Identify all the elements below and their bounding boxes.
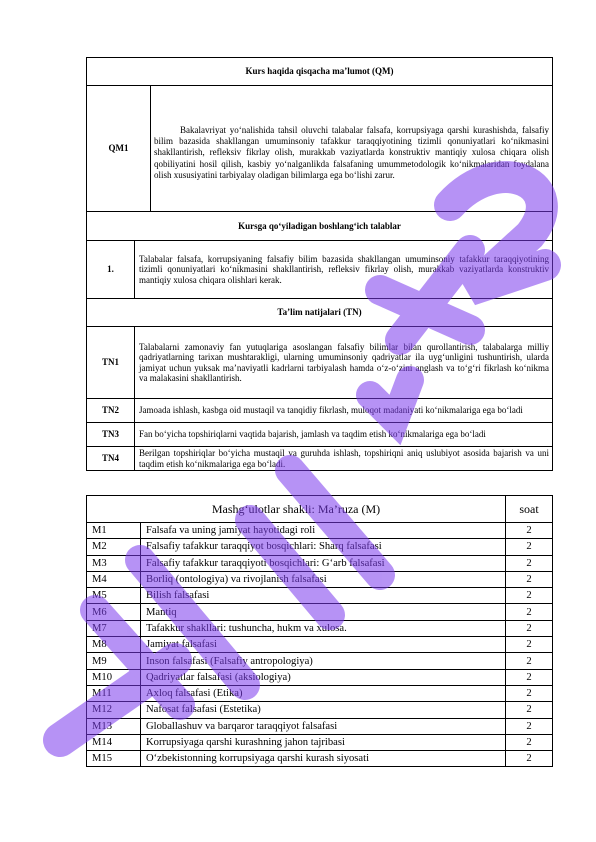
req1-label: 1.	[87, 241, 135, 299]
lecture-row	[87, 555, 553, 571]
lecture-topic: Qadriyatlar falsafasi (aksiologiya)	[141, 669, 506, 685]
lecture-code: M10	[87, 669, 141, 685]
lecture-row	[87, 653, 553, 669]
lecture-hours: 2	[506, 571, 553, 587]
lecture-topic: Korrupsiyaga qarshi kurashning jahon tajribasi	[141, 734, 506, 750]
lecture-topic: Bilish falsafasi	[141, 588, 506, 604]
lecture-code: M11	[87, 685, 141, 701]
lecture-code: M14	[87, 734, 141, 750]
outcome-row	[87, 423, 553, 447]
outcome-label: TN1	[87, 327, 135, 399]
outcome-row	[87, 399, 553, 423]
lecture-hours: 2	[506, 734, 553, 750]
lecture-code: M13	[87, 718, 141, 734]
lecture-row	[87, 539, 553, 555]
lecture-hours: 2	[506, 539, 553, 555]
course-info-table	[86, 57, 553, 471]
lecture-topic: Falsafiy tafakkur taraqqiyoti bosqichlari: G‘arb falsafasi	[141, 555, 506, 571]
req1-text: Talabalar falsafa, korrupsiyaning falsafiy bilim bazasida shakllangan umuminsoniy tafakkur taraqqiyotining tizimli qonuniyatlari ko‘nikmasini shakllantirish, refleksiv fikrlay olish, murakkab vaziyatlarda konstruktiv mantiqiy xulosa chiqara olishlari kerak.	[135, 241, 553, 299]
outcome-text: Berilgan topshiriqlar bo‘yicha mustaqil va guruhda ishlash, topshiriqni aniq uslubiyot asosida bajarish va uni taqdim etish ko‘nikmalariga ega bo‘ladi.	[135, 447, 553, 471]
lecture-code: M3	[87, 555, 141, 571]
lecture-topic: Inson falsafasi (Falsafiy antropologiya)	[141, 653, 506, 669]
outcome-text: Fan bo‘yicha topshiriqlarni vaqtida bajarish, jamlash va taqdim etish ko‘nikmalariga ega bo‘ladi	[135, 423, 553, 447]
lecture-topic: Axloq falsafasi (Etika)	[141, 685, 506, 701]
outcome-row	[87, 447, 553, 471]
lecture-row	[87, 751, 553, 767]
lecture-code: M9	[87, 653, 141, 669]
lecture-row	[87, 637, 553, 653]
outcome-label: TN3	[87, 423, 135, 447]
outcomes-title: Ta’lim natijalari (TN)	[87, 299, 553, 327]
lectures-title: Mashg‘ulotlar shakli: Ma’ruza (M)	[87, 496, 506, 523]
requirements-title: Kursga qo‘yiladigan boshlang‘ich talablar	[87, 212, 553, 241]
lecture-hours: 2	[506, 523, 553, 539]
lecture-row	[87, 734, 553, 750]
lecture-code: M6	[87, 604, 141, 620]
lecture-hours: 2	[506, 604, 553, 620]
outcome-text: Jamoada ishlash, kasbga oid mustaqil va tanqidiy fikrlash, muloqot madaniyati ko‘nikmalariga ega bo‘ladi	[135, 399, 553, 423]
outcome-label: TN2	[87, 399, 135, 423]
lecture-hours: 2	[506, 653, 553, 669]
lecture-hours: 2	[506, 669, 553, 685]
hours-header: soat	[506, 496, 553, 523]
lecture-topic: Jamiyat falsafasi	[141, 637, 506, 653]
lectures-table	[86, 495, 553, 767]
lecture-code: M2	[87, 539, 141, 555]
lecture-row	[87, 620, 553, 636]
lecture-hours: 2	[506, 702, 553, 718]
lecture-hours: 2	[506, 637, 553, 653]
lecture-code: M1	[87, 523, 141, 539]
lecture-code: M8	[87, 637, 141, 653]
lecture-topic: O‘zbekistonning korrupsiyaga qarshi kurash siyosati	[141, 751, 506, 767]
lecture-hours: 2	[506, 588, 553, 604]
lecture-hours: 2	[506, 555, 553, 571]
qm1-text: Bakalavriyat yo‘nalishida tahsil oluvchi talabalar falsafa, korrupsiyaga qarshi kurashishda, falsafiy bilim bazasida shakllangan umuminsoniy tafakkur taraqqiyotining tizimli qonuniyatlari ko‘nikmasini shakllantirish, refleksiv fikrlay olish, murakkab vaziyatlarda konstruktiv mantiqiy xulosa chiqara olish qobiliyatini hosil qilish, kasbiy yo‘nalganlikda falsafaning umummetodologik ko‘nikmalaridan foydalana olish xususiyatini tarbiyalay oladigan bilimlarga ega bo‘lishi zarur.	[151, 86, 553, 212]
lecture-topic: Borliq (ontologiya) va rivojlanish falsafasi	[141, 571, 506, 587]
lecture-code: M12	[87, 702, 141, 718]
lecture-code: M4	[87, 571, 141, 587]
lecture-hours: 2	[506, 620, 553, 636]
lecture-row	[87, 702, 553, 718]
outcome-row	[87, 327, 553, 399]
lecture-code: M15	[87, 751, 141, 767]
course-info-title: Kurs haqida qisqacha ma’lumot (QM)	[87, 58, 553, 86]
lecture-hours: 2	[506, 685, 553, 701]
lecture-row	[87, 718, 553, 734]
lecture-hours: 2	[506, 718, 553, 734]
lecture-topic: Tafakkur shakllari: tushuncha, hukm va xulosa.	[141, 620, 506, 636]
lecture-topic: Mantiq	[141, 604, 506, 620]
lecture-row	[87, 685, 553, 701]
lecture-row	[87, 571, 553, 587]
lecture-hours: 2	[506, 751, 553, 767]
lecture-topic: Falsafa va uning jamiyat hayotidagi roli	[141, 523, 506, 539]
outcome-label: TN4	[87, 447, 135, 471]
lecture-topic: Falsafiy tafakkur taraqqiyot bosqichlari: Sharq falsafasi	[141, 539, 506, 555]
lecture-topic: Nafosat falsafasi (Estetika)	[141, 702, 506, 718]
lecture-row	[87, 588, 553, 604]
lecture-row	[87, 523, 553, 539]
qm1-label: QM1	[87, 86, 151, 212]
lecture-code: M5	[87, 588, 141, 604]
lecture-topic: Globallashuv va barqaror taraqqiyot falsafasi	[141, 718, 506, 734]
lecture-row	[87, 604, 553, 620]
outcome-text: Talabalarni zamonaviy fan yutuqlariga asoslangan falsafiy bilimlar bilan qurollantirish, talabalarga milliy qadriyatlarning tarixan mushtarakligi, ularning umuminsoniy qadriyatlar ila uyg‘unligini tushuntirish, ularda jamiyat uchun yuksak ma’naviyatli kadrlarni tarbiyalash hamda o‘z-o‘zini anglash va to‘g‘ri fikrlash ko‘nikma va malakasini shakllantirish.	[135, 327, 553, 399]
lecture-code: M7	[87, 620, 141, 636]
lecture-row	[87, 669, 553, 685]
